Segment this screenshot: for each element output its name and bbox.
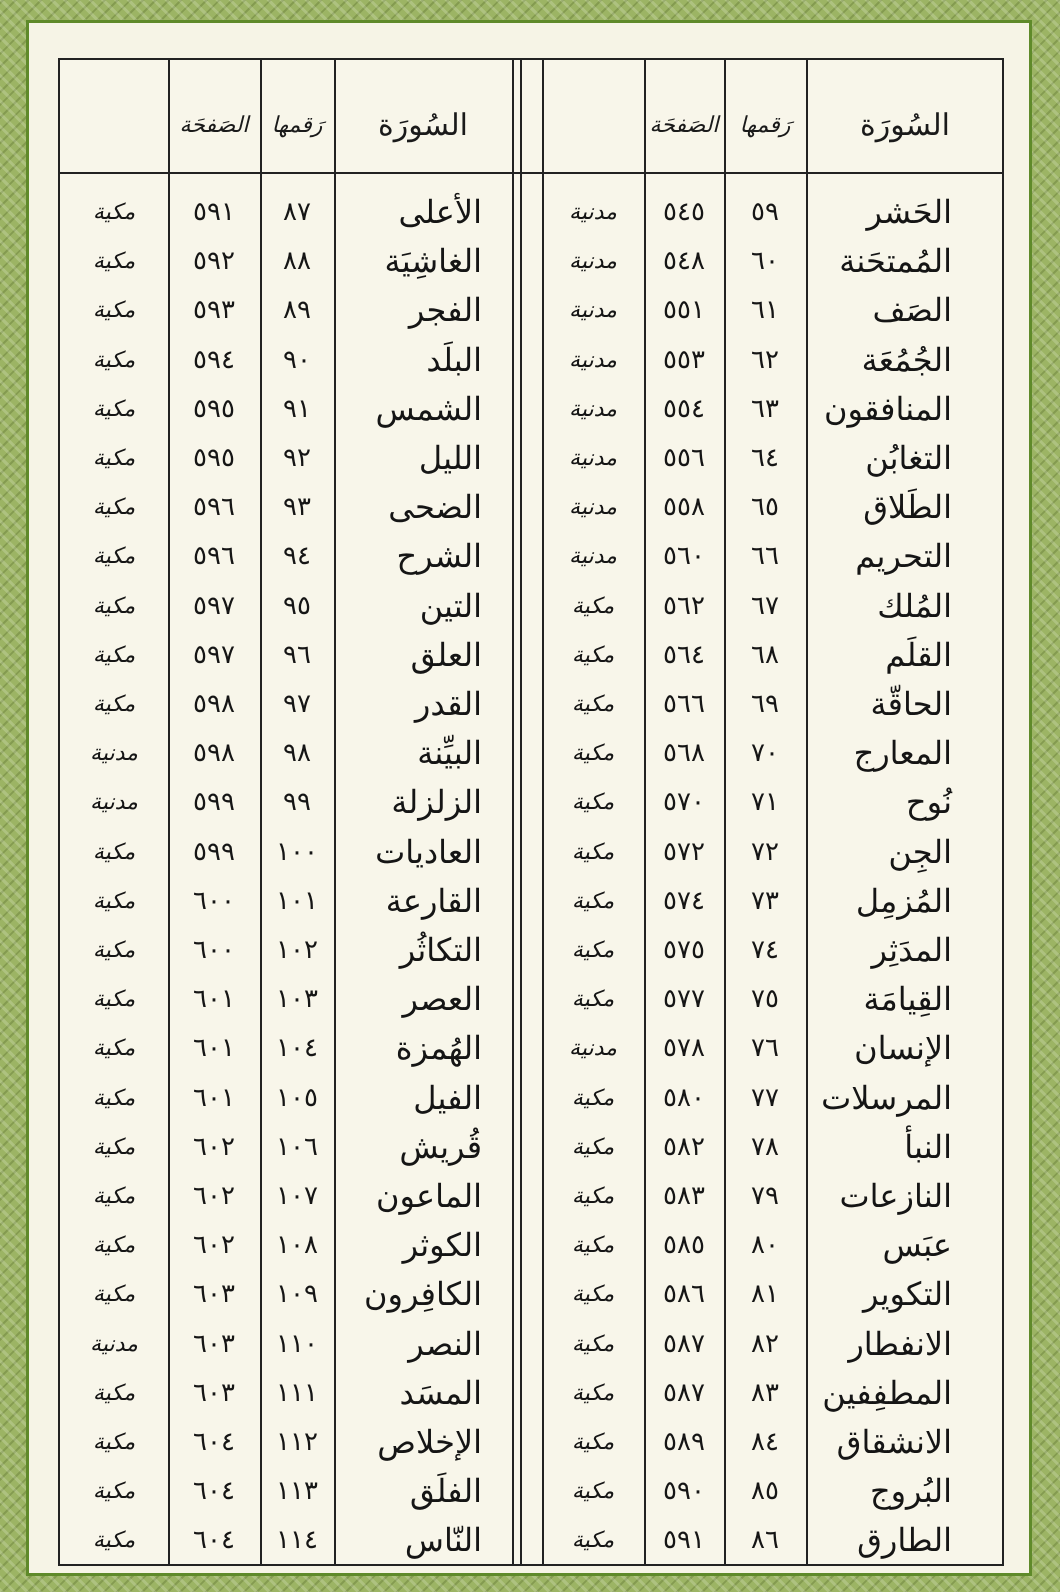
surah-revelation-right: مكية <box>571 1380 615 1406</box>
table-row <box>0 582 1060 631</box>
table-row <box>0 1320 1060 1369</box>
surah-revelation-right: مكية <box>571 741 615 767</box>
surah-revelation-left: مكية <box>92 839 136 865</box>
surah-page-left: ٦٠١ <box>193 984 235 1015</box>
surah-page-left: ٦٠٤ <box>193 1427 235 1457</box>
surah-number-right: ٧٩ <box>751 1181 779 1211</box>
surah-revelation-left: مكية <box>92 1479 136 1505</box>
surah-number-left: ٩٨ <box>283 738 311 769</box>
surah-name-left: الفجر <box>408 291 482 330</box>
surah-name-left: النّاس <box>404 1521 482 1560</box>
surah-page-left: ٥٩٩ <box>193 836 235 867</box>
surah-revelation-left: مدنية <box>90 790 138 816</box>
surah-number-left: ٩٢ <box>283 443 311 473</box>
surah-page-left: ٥٩٥ <box>193 443 235 473</box>
surah-name-right: المدَثِر <box>871 931 952 969</box>
surah-name-right: الجُمُعَة <box>861 340 952 379</box>
surah-page-left: ٦٠٣ <box>193 1377 235 1408</box>
surah-revelation-left: مكية <box>92 200 136 225</box>
surah-name-right: نُوح <box>905 783 952 822</box>
surah-revelation-right: مدنية <box>569 249 617 275</box>
surah-number-left: ١١١ <box>276 1377 318 1408</box>
surah-page-right: ٥٨٠ <box>663 1082 705 1113</box>
surah-revelation-right: مكية <box>571 642 615 668</box>
surah-name-left: العصر <box>402 980 482 1019</box>
surah-name-right: الحَشر <box>866 193 952 231</box>
surah-number-right: ٧٢ <box>751 836 779 867</box>
surah-number-right: ٦٦ <box>751 541 779 572</box>
header-number-right: رَقمها <box>739 113 791 138</box>
surah-revelation-right: مكية <box>571 839 615 865</box>
table-row <box>0 532 1060 581</box>
surah-name-right: الإنسان <box>854 1029 952 1068</box>
surah-page-right: ٥٩٠ <box>663 1476 705 1507</box>
surah-revelation-right: مكية <box>571 1233 615 1259</box>
surah-number-left: ١٠٩ <box>276 1279 318 1310</box>
surah-revelation-right: مكية <box>571 1184 615 1209</box>
surah-page-right: ٥٨٢ <box>663 1131 705 1162</box>
surah-number-left: ١١٠ <box>276 1328 318 1359</box>
surah-page-right: ٥٧٥ <box>663 935 705 965</box>
surah-number-left: ١٠٦ <box>276 1131 318 1162</box>
surah-revelation-right: مكية <box>571 1430 615 1455</box>
table-row <box>0 434 1060 483</box>
table-row <box>0 1024 1060 1073</box>
surah-name-right: عبَس <box>882 1226 952 1265</box>
surah-name-right: المرسلات <box>821 1078 952 1117</box>
surah-number-left: ٩٧ <box>283 689 311 719</box>
surah-name-left: الإخلاص <box>377 1423 482 1461</box>
surah-name-left: البلَد <box>426 340 482 379</box>
surah-number-left: ١١٤ <box>276 1525 318 1556</box>
surah-number-right: ٦١ <box>751 295 779 326</box>
surah-number-left: ٩١ <box>283 393 311 424</box>
surah-number-right: ٧٠ <box>751 738 779 769</box>
surah-number-right: ٦٣ <box>751 393 779 424</box>
surah-page-left: ٥٩٦ <box>193 541 235 572</box>
surah-revelation-left: مكية <box>92 692 136 717</box>
surah-name-left: الزلزلة <box>391 783 482 822</box>
surah-number-left: ٩٤ <box>283 541 311 572</box>
table-row <box>0 1172 1060 1221</box>
surah-revelation-right: مكية <box>571 888 615 914</box>
surah-name-right: النبأ <box>904 1127 952 1166</box>
surah-number-right: ٨٤ <box>751 1427 779 1457</box>
surah-revelation-right: مكية <box>571 1331 615 1357</box>
surah-name-left: الشمس <box>375 389 482 428</box>
surah-revelation-right: مدنية <box>569 544 617 570</box>
surah-revelation-left: مكية <box>92 1380 136 1406</box>
surah-name-left: المسَد <box>399 1373 482 1412</box>
surah-number-left: ٨٩ <box>283 295 311 326</box>
surah-revelation-left: مكية <box>92 888 136 914</box>
surah-revelation-left: مكية <box>92 495 136 521</box>
surah-revelation-left: مكية <box>92 249 136 275</box>
surah-page-right: ٥٧٢ <box>663 836 705 867</box>
surah-number-right: ٧٤ <box>751 935 779 965</box>
surah-number-right: ٨٥ <box>751 1476 779 1507</box>
surah-revelation-right: مكية <box>571 987 615 1013</box>
surah-page-left: ٥٩٢ <box>193 246 235 277</box>
surah-page-right: ٥٥٤ <box>663 393 705 424</box>
surah-revelation-left: مكية <box>92 593 136 619</box>
surah-page-right: ٥٨٧ <box>663 1377 705 1408</box>
surah-revelation-left: مكية <box>92 347 136 373</box>
header-divider <box>58 172 1004 174</box>
surah-name-left: الليل <box>418 439 482 477</box>
table-row <box>0 1516 1060 1565</box>
surah-number-right: ٦٨ <box>751 639 779 670</box>
table-row <box>0 778 1060 827</box>
surah-page-left: ٦٠٣ <box>193 1279 235 1310</box>
surah-page-right: ٥٦٢ <box>663 590 705 621</box>
surah-page-right: ٥٦٨ <box>663 738 705 769</box>
surah-revelation-right: مكية <box>571 1134 615 1160</box>
surah-number-left: ١٠٥ <box>276 1082 318 1113</box>
surah-page-right: ٥٧٨ <box>663 1033 705 1064</box>
surah-page-right: ٥٧٠ <box>663 787 705 818</box>
table-row <box>0 631 1060 680</box>
surah-revelation-right: مكية <box>571 1282 615 1308</box>
surah-page-left: ٦٠٣ <box>193 1328 235 1359</box>
surah-page-left: ٦٠٤ <box>193 1525 235 1556</box>
surah-revelation-left: مكية <box>92 298 136 324</box>
surah-revelation-right: مكية <box>571 1085 615 1111</box>
surah-name-right: القلَم <box>885 635 952 674</box>
surah-page-right: ٥٨٥ <box>663 1230 705 1261</box>
surah-revelation-left: مكية <box>92 1184 136 1209</box>
table-row <box>0 1123 1060 1172</box>
table-row <box>0 1369 1060 1418</box>
surah-revelation-left: مكية <box>92 1528 136 1554</box>
surah-page-left: ٥٩٦ <box>193 492 235 523</box>
surah-name-left: الكافِرون <box>364 1275 482 1314</box>
table-row <box>0 1270 1060 1319</box>
surah-revelation-left: مدنية <box>90 741 138 767</box>
surah-page-left: ٦٠٢ <box>193 1131 235 1162</box>
surah-number-right: ٦٥ <box>751 492 779 523</box>
surah-name-right: الجِن <box>888 832 952 871</box>
surah-number-right: ٧١ <box>751 787 779 818</box>
table-row <box>0 336 1060 385</box>
surah-page-right: ٥٥٦ <box>663 443 705 473</box>
surah-revelation-left: مكية <box>92 1282 136 1308</box>
surah-revelation-right: مكية <box>571 692 615 717</box>
surah-name-right: القِيامَة <box>863 980 952 1019</box>
surah-name-right: الانفطار <box>848 1324 952 1363</box>
surah-name-left: الغاشِيَة <box>384 242 482 281</box>
table-row <box>0 828 1060 877</box>
surah-page-right: ٥٧٤ <box>663 885 705 916</box>
surah-revelation-right: مدنية <box>569 347 617 373</box>
surah-number-right: ٨٦ <box>751 1525 779 1556</box>
surah-number-left: ٨٨ <box>283 246 311 277</box>
surah-revelation-left: مكية <box>92 1085 136 1111</box>
table-row <box>0 926 1060 975</box>
surah-name-right: التحريم <box>855 537 952 576</box>
surah-revelation-left: مكية <box>92 1036 136 1062</box>
surah-name-right: الصَف <box>872 291 952 330</box>
surah-page-left: ٥٩٧ <box>193 639 235 670</box>
surah-page-left: ٥٩٣ <box>193 295 235 326</box>
table-row <box>0 483 1060 532</box>
surah-revelation-right: مدنية <box>569 396 617 422</box>
header-surah-left: السُورَة <box>378 108 468 143</box>
surah-number-right: ٧٦ <box>751 1033 779 1064</box>
surah-number-right: ٦٤ <box>751 443 779 473</box>
surah-number-right: ٧٥ <box>751 984 779 1015</box>
surah-page-right: ٥٨٧ <box>663 1328 705 1359</box>
surah-name-left: الأعلى <box>398 193 482 231</box>
surah-page-left: ٥٩٤ <box>193 344 235 375</box>
surah-name-left: التين <box>419 586 482 625</box>
surah-number-left: ١١٢ <box>276 1427 318 1457</box>
surah-name-right: الطارق <box>857 1521 952 1560</box>
surah-revelation-left: مكية <box>92 446 136 471</box>
surah-page-right: ٥٥٨ <box>663 492 705 523</box>
surah-number-left: ٩٠ <box>283 344 311 375</box>
surah-number-right: ٦٧ <box>751 590 779 621</box>
surah-page-left: ٥٩٩ <box>193 787 235 818</box>
surah-name-right: البُروج <box>869 1472 952 1511</box>
surah-revelation-right: مكية <box>571 938 615 963</box>
surah-number-left: ١٠١ <box>276 885 318 916</box>
surah-name-right: النازعات <box>839 1177 952 1215</box>
surah-number-left: ٩٩ <box>283 787 311 818</box>
surah-name-left: الهُمزة <box>395 1029 482 1068</box>
surah-name-left: النصر <box>408 1324 482 1363</box>
surah-page-left: ٦٠٢ <box>193 1181 235 1211</box>
surah-name-left: البيِّنة <box>417 734 482 773</box>
surah-revelation-left: مكية <box>92 1134 136 1160</box>
table-row <box>0 286 1060 335</box>
surah-name-left: العلق <box>410 635 482 674</box>
surah-name-right: الحاقّة <box>870 685 952 723</box>
surah-revelation-left: مكية <box>92 1430 136 1455</box>
surah-revelation-right: مكية <box>571 593 615 619</box>
surah-name-right: التغابُن <box>865 439 952 477</box>
surah-revelation-right: مدنية <box>569 200 617 225</box>
header-page-left: الصَفحَة <box>179 113 249 138</box>
surah-name-right: الانشقاق <box>836 1423 952 1461</box>
surah-name-right: المعارج <box>853 734 952 773</box>
table-row <box>0 975 1060 1024</box>
surah-name-left: قُريش <box>399 1127 482 1166</box>
surah-name-left: الكوثر <box>402 1226 482 1265</box>
surah-revelation-left: مدنية <box>90 1331 138 1357</box>
surah-page-right: ٥٨٣ <box>663 1181 705 1211</box>
surah-page-left: ٦٠٠ <box>193 885 235 916</box>
surah-page-right: ٥٩١ <box>663 1525 705 1556</box>
surah-page-right: ٥٦٠ <box>663 541 705 572</box>
surah-revelation-left: مكية <box>92 987 136 1013</box>
table-row <box>0 385 1060 434</box>
surah-page-right: ٥٨٦ <box>663 1279 705 1310</box>
table-row <box>0 237 1060 286</box>
surah-name-left: الشرح <box>396 537 482 576</box>
surah-number-right: ٨٠ <box>751 1230 779 1261</box>
surah-page-right: ٥٤٨ <box>663 246 705 277</box>
surah-number-right: ٧٨ <box>751 1131 779 1162</box>
surah-revelation-right: مكية <box>571 1479 615 1505</box>
surah-number-left: ١٠٣ <box>276 984 318 1015</box>
surah-revelation-right: مكية <box>571 1528 615 1554</box>
surah-number-right: ٧٣ <box>751 885 779 916</box>
surah-page-left: ٦٠٤ <box>193 1476 235 1507</box>
surah-number-right: ٦٠ <box>751 246 779 277</box>
surah-name-left: الفيل <box>413 1078 482 1117</box>
surah-page-right: ٥٤٥ <box>663 197 705 227</box>
surah-number-left: ١٠٠ <box>276 836 318 867</box>
surah-name-right: الطَلاق <box>863 488 952 527</box>
surah-name-right: المنافقون <box>823 389 952 428</box>
surah-number-right: ٨١ <box>751 1279 779 1310</box>
surah-number-right: ٥٩ <box>751 197 779 227</box>
surah-page-left: ٦٠٠ <box>193 935 235 965</box>
header-surah-right: السُورَة <box>860 108 950 143</box>
surah-number-left: ٨٧ <box>283 197 311 227</box>
surah-revelation-left: مكية <box>92 396 136 422</box>
surah-revelation-right: مدنية <box>569 495 617 521</box>
header-number-left: رَقمها <box>271 113 323 138</box>
surah-page-left: ٦٠٢ <box>193 1230 235 1261</box>
surah-number-right: ٨٢ <box>751 1328 779 1359</box>
surah-page-left: ٥٩٨ <box>193 689 235 719</box>
surah-number-right: ٦٢ <box>751 344 779 375</box>
surah-revelation-left: مكية <box>92 642 136 668</box>
surah-page-left: ٥٩١ <box>193 197 235 227</box>
header-page-right: الصَفحَة <box>649 113 719 138</box>
surah-revelation-left: مكية <box>92 544 136 570</box>
table-row <box>0 877 1060 926</box>
surah-page-left: ٥٩٨ <box>193 738 235 769</box>
table-row <box>0 680 1060 729</box>
surah-page-right: ٥٥٣ <box>663 344 705 375</box>
surah-number-left: ١١٣ <box>276 1476 318 1507</box>
surah-page-right: ٥٧٧ <box>663 984 705 1015</box>
surah-page-left: ٥٩٧ <box>193 590 235 621</box>
surah-page-right: ٥٥١ <box>663 295 705 326</box>
surah-page-right: ٥٨٩ <box>663 1427 705 1457</box>
surah-revelation-left: مكية <box>92 1233 136 1259</box>
surah-page-left: ٦٠١ <box>193 1033 235 1064</box>
surah-number-left: ١٠٢ <box>276 935 318 965</box>
surah-number-left: ٩٥ <box>283 590 311 621</box>
table-row <box>0 1074 1060 1123</box>
table-row <box>0 1418 1060 1467</box>
surah-name-left: التكاثُر <box>399 931 482 969</box>
surah-name-right: التكوير <box>862 1275 952 1314</box>
surah-revelation-right: مكية <box>571 790 615 816</box>
surah-number-right: ٦٩ <box>751 689 779 719</box>
surah-number-left: ١٠٧ <box>276 1181 318 1211</box>
table-row <box>0 188 1060 237</box>
surah-number-right: ٧٧ <box>751 1082 779 1113</box>
surah-page-right: ٥٦٦ <box>663 689 705 719</box>
surah-name-left: العاديات <box>375 832 482 871</box>
surah-page-left: ٦٠١ <box>193 1082 235 1113</box>
surah-revelation-right: مدنية <box>569 1036 617 1062</box>
table-row <box>0 1221 1060 1270</box>
surah-revelation-left: مكية <box>92 938 136 963</box>
surah-name-right: المُزمِل <box>855 881 952 920</box>
surah-number-left: ١٠٨ <box>276 1230 318 1261</box>
surah-number-left: ١٠٤ <box>276 1033 318 1064</box>
surah-revelation-right: مدنية <box>569 446 617 471</box>
surah-name-left: الفلَق <box>409 1472 482 1511</box>
surah-name-right: المطفِفين <box>822 1373 952 1412</box>
surah-name-left: الضحى <box>388 488 482 527</box>
surah-page-right: ٥٦٤ <box>663 639 705 670</box>
surah-number-left: ٩٣ <box>283 492 311 523</box>
surah-name-right: المُلك <box>877 586 952 625</box>
surah-name-right: المُمتحَنة <box>839 242 952 281</box>
table-row <box>0 729 1060 778</box>
surah-name-left: القدر <box>414 685 482 723</box>
surah-name-left: القارعة <box>385 881 482 920</box>
surah-revelation-right: مدنية <box>569 298 617 324</box>
surah-number-right: ٨٣ <box>751 1377 779 1408</box>
surah-page-left: ٥٩٥ <box>193 393 235 424</box>
table-row <box>0 1467 1060 1516</box>
surah-name-left: الماعون <box>375 1177 482 1215</box>
surah-number-left: ٩٦ <box>283 639 311 670</box>
